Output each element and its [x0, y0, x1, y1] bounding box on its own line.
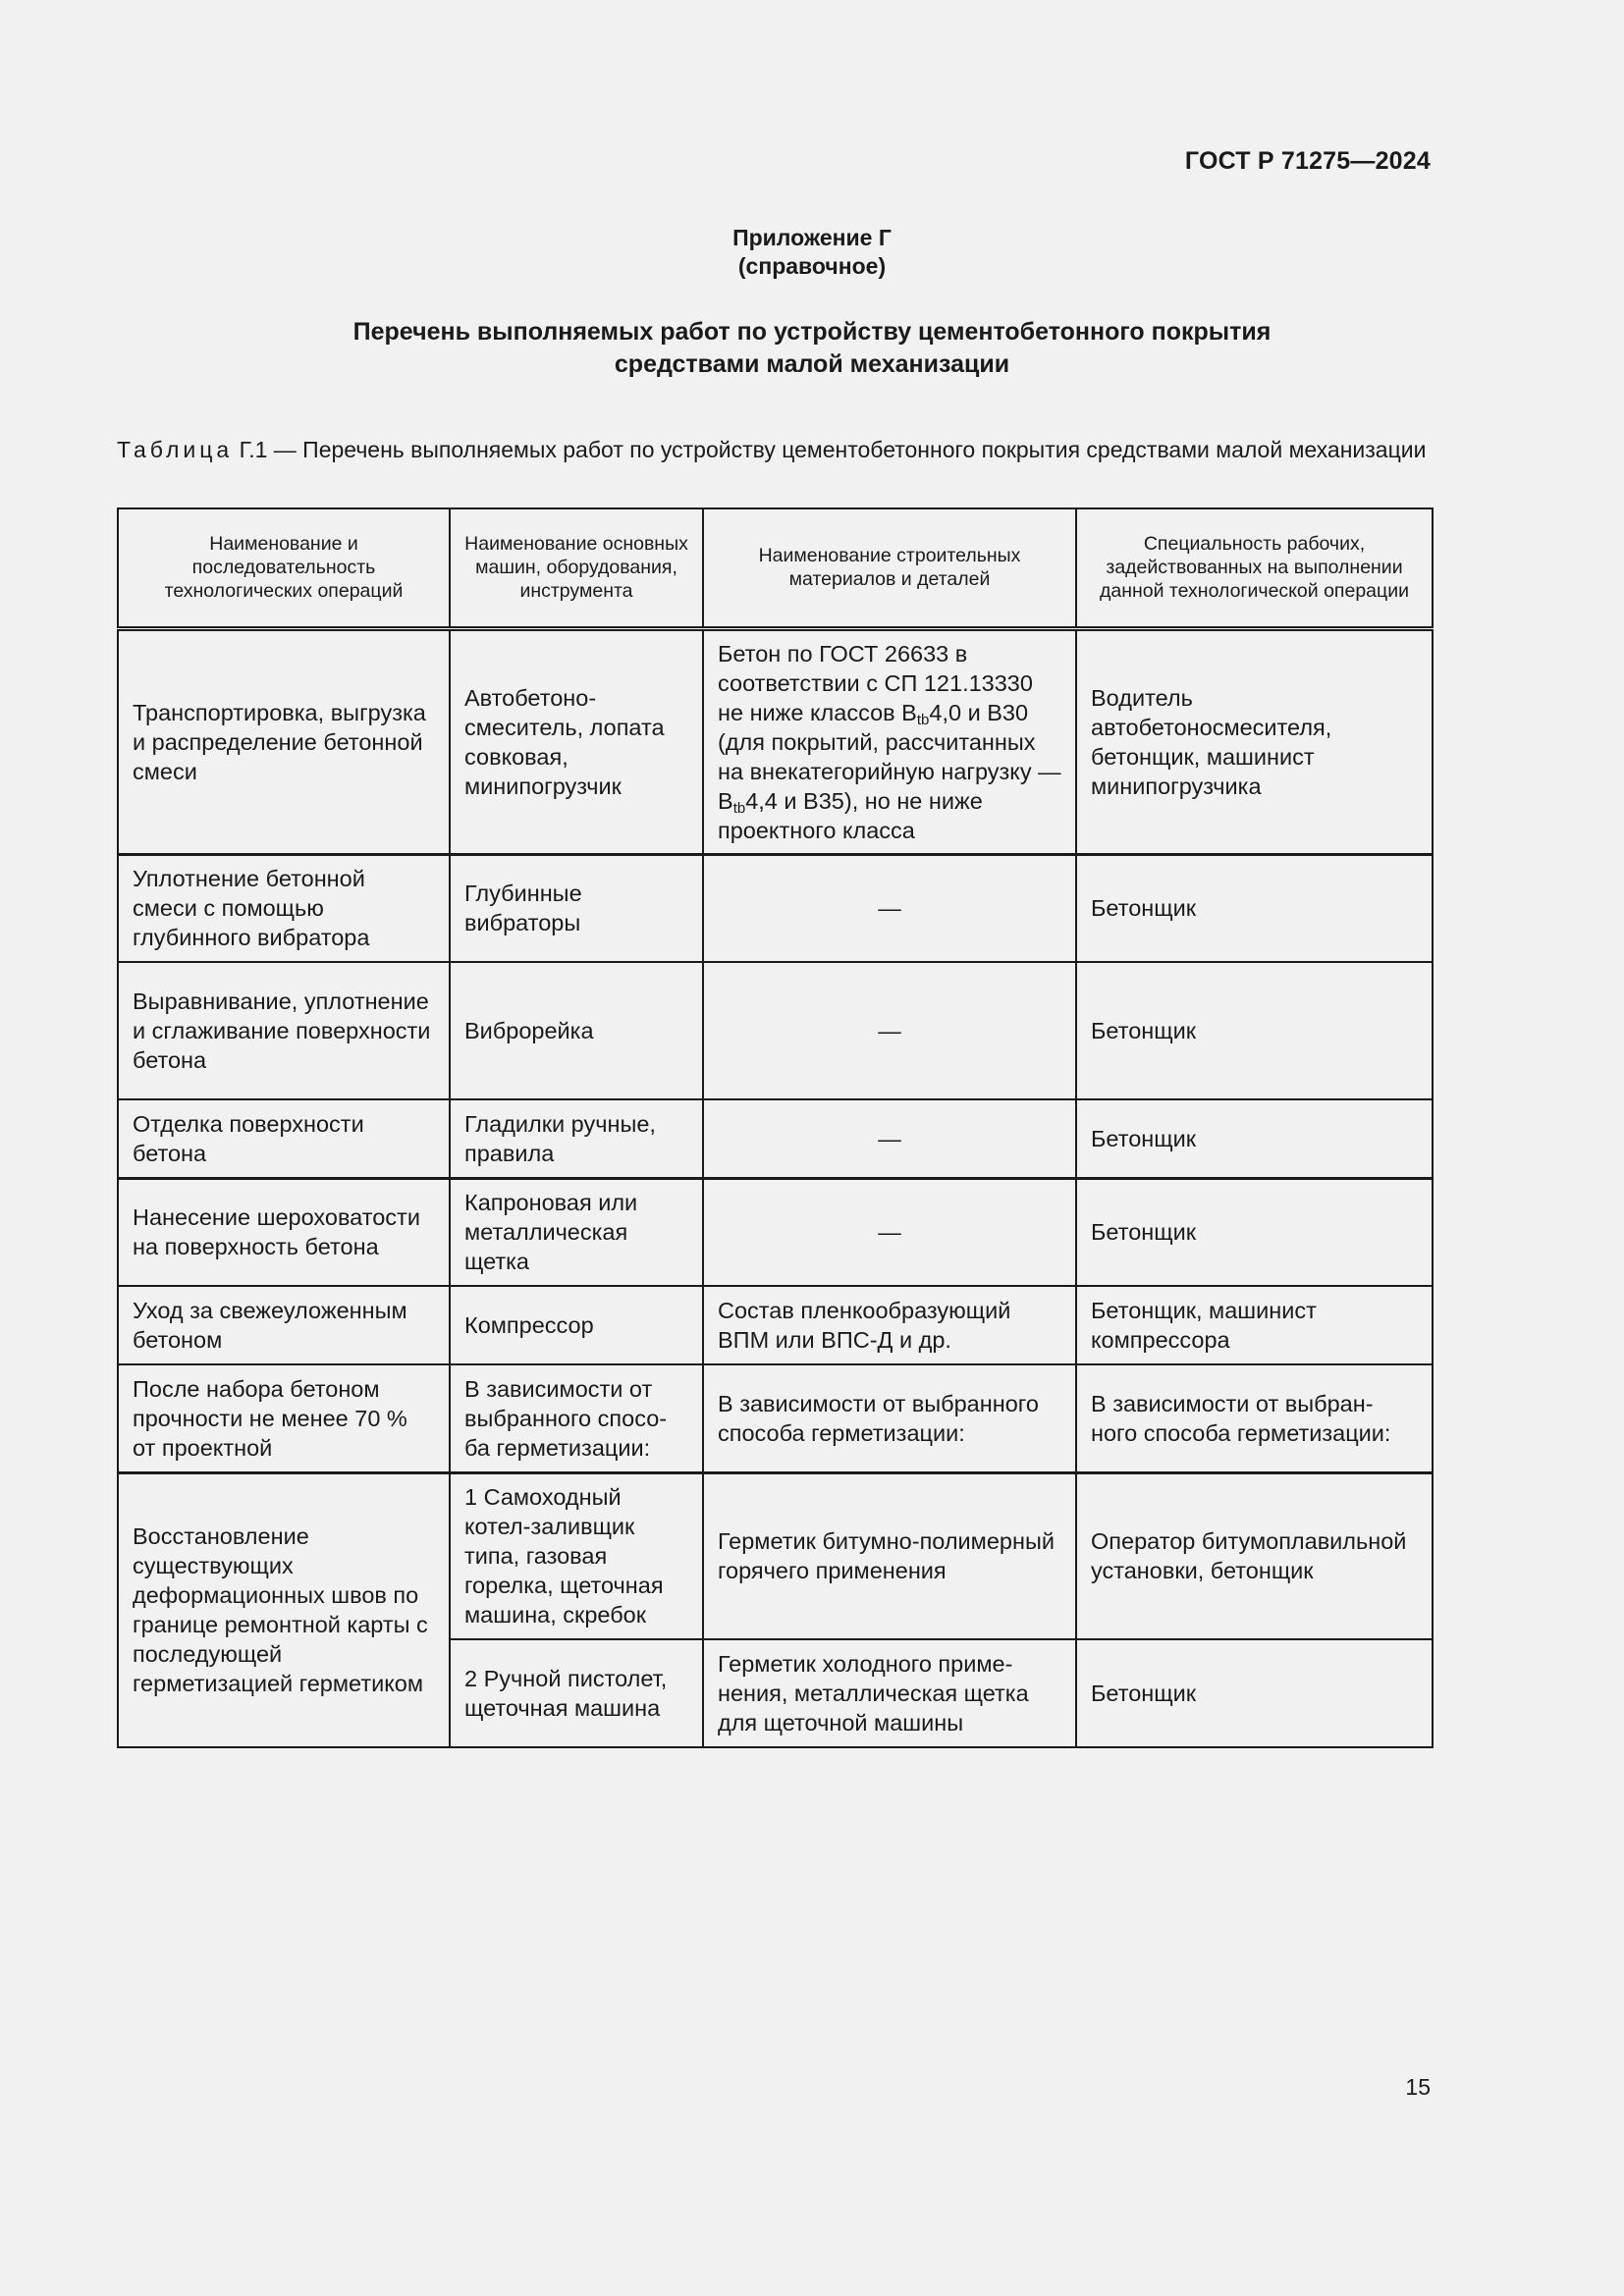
appendix-label: Приложение Г: [732, 225, 892, 250]
cell-machines: 2 Ручной пистолет, щеточная машина: [450, 1639, 703, 1747]
table-row: [118, 1099, 1433, 1178]
cell-materials: Герметик битумно-полимерный горячего применения: [703, 1472, 1076, 1639]
cell-operation: Нанесение шероховатости на поверхность бетона: [118, 1178, 450, 1286]
cell-materials: В зависимости от выбранного способа герметизации:: [703, 1364, 1076, 1472]
cell-workers: В зависимости от выбран-ного способа герметизации:: [1076, 1364, 1433, 1472]
works-table: [117, 507, 1434, 1748]
cell-machines: Глубинные вибраторы: [450, 854, 703, 962]
cell-workers: Бетонщик: [1076, 1099, 1433, 1178]
cell-workers: Бетонщик: [1076, 1178, 1433, 1286]
cell-machines: Капроновая или металлическая щетка: [450, 1178, 703, 1286]
cell-operation: Уплотнение бетонной смеси с помощью глубинного вибратора: [118, 854, 450, 962]
cell-machines: Автобетоно-смеситель, лопата совковая, минипогрузчик: [450, 628, 703, 854]
cell-operation: Отделка поверхности бетона: [118, 1099, 450, 1178]
cell-workers: Бетонщик, машинист компрессора: [1076, 1286, 1433, 1364]
header-operations: Наименование и последовательность технологических операций: [118, 508, 450, 628]
cell-workers: Водитель автобетоносмесителя, бетонщик, машинист минипогрузчика: [1076, 628, 1433, 854]
materials-text: Бетон по ГОСТ 26633 в соответствии с СП 121.13330 не ниже классов B: [718, 640, 1033, 725]
table-row: [118, 1364, 1433, 1472]
cell-operation: Выравнивание, уплотнение и сглаживание поверхности бетона: [118, 962, 450, 1099]
cell-machines: В зависимости от выбранного спосо-ба герметизации:: [450, 1364, 703, 1472]
header-workers: Специальность рабочих, задействованных на выполнении данной технологической операции: [1076, 508, 1433, 628]
cell-workers: Оператор битумоплавильной установки, бетонщик: [1076, 1472, 1433, 1639]
materials-text: 4,0 и B30 (для покрытий, рассчитанных на внекатегорийную нагрузку — B: [718, 699, 1061, 814]
cell-workers: Бетонщик: [1076, 962, 1433, 1099]
table-row: [118, 854, 1433, 962]
document-code: ГОСТ Р 71275—2024: [1184, 147, 1431, 175]
cell-workers: Бетонщик: [1076, 1639, 1433, 1747]
page-number: 15: [1405, 2074, 1431, 2100]
table-caption: [117, 436, 1432, 463]
cell-machines: Гладилки ручные, правила: [450, 1099, 703, 1178]
table-caption-text: Г.1 — Перечень выполняемых работ по устройству цементобетонного покрытия средствами малой механизации: [233, 437, 1427, 462]
appendix-title-line-1: Перечень выполняемых работ по устройству цементобетонного покрытия: [352, 318, 1272, 346]
cell-materials: Герметик холодного приме-нения, металлическая щетка для щеточной машины: [703, 1639, 1076, 1747]
appendix-title-line-2: средствами малой механизации: [614, 350, 1010, 378]
cell-operation: Уход за свежеуложенным бетоном: [118, 1286, 450, 1364]
cell-machines: Виброрейка: [450, 962, 703, 1099]
subscript: tb: [732, 799, 746, 817]
cell-operation: После набора бетоном прочности не менее 70 % от проектной: [118, 1364, 450, 1472]
table-caption-prefix: Таблица: [117, 437, 234, 462]
table-row: [118, 1472, 1433, 1639]
table-row: [118, 628, 1433, 854]
table-row: [118, 1286, 1433, 1364]
appendix-title: [0, 316, 1624, 381]
appendix-heading: [0, 224, 1624, 281]
table-row: [118, 962, 1433, 1099]
table-header-row: [118, 508, 1433, 628]
cell-materials: Состав пленкообразующий ВПМ или ВПС-Д и др.: [703, 1286, 1076, 1364]
cell-materials: —: [703, 1178, 1076, 1286]
subscript: tb: [916, 711, 930, 728]
cell-operation: Восстановление существующих деформационных швов по границе ремонтной карты с последующей герметизацией герметиком: [118, 1472, 450, 1747]
header-machines: Наименование основных машин, оборудования, инструмента: [450, 508, 703, 628]
cell-materials: —: [703, 854, 1076, 962]
cell-machines: Компрессор: [450, 1286, 703, 1364]
cell-materials: —: [703, 1099, 1076, 1178]
table-row: [118, 1178, 1433, 1286]
cell-machines: 1 Самоходный котел-заливщик типа, газовая горелка, щеточная машина, скребок: [450, 1472, 703, 1639]
materials-text: 4,4 и B35), но не ниже проектного класса: [718, 787, 983, 843]
header-materials: Наименование строительных материалов и деталей: [703, 508, 1076, 628]
cell-workers: Бетонщик: [1076, 854, 1433, 962]
cell-materials: [703, 628, 1076, 854]
appendix-status: (справочное): [737, 253, 887, 279]
cell-operation: Транспортировка, выгрузка и распределение бетонной смеси: [118, 628, 450, 854]
cell-materials: —: [703, 962, 1076, 1099]
